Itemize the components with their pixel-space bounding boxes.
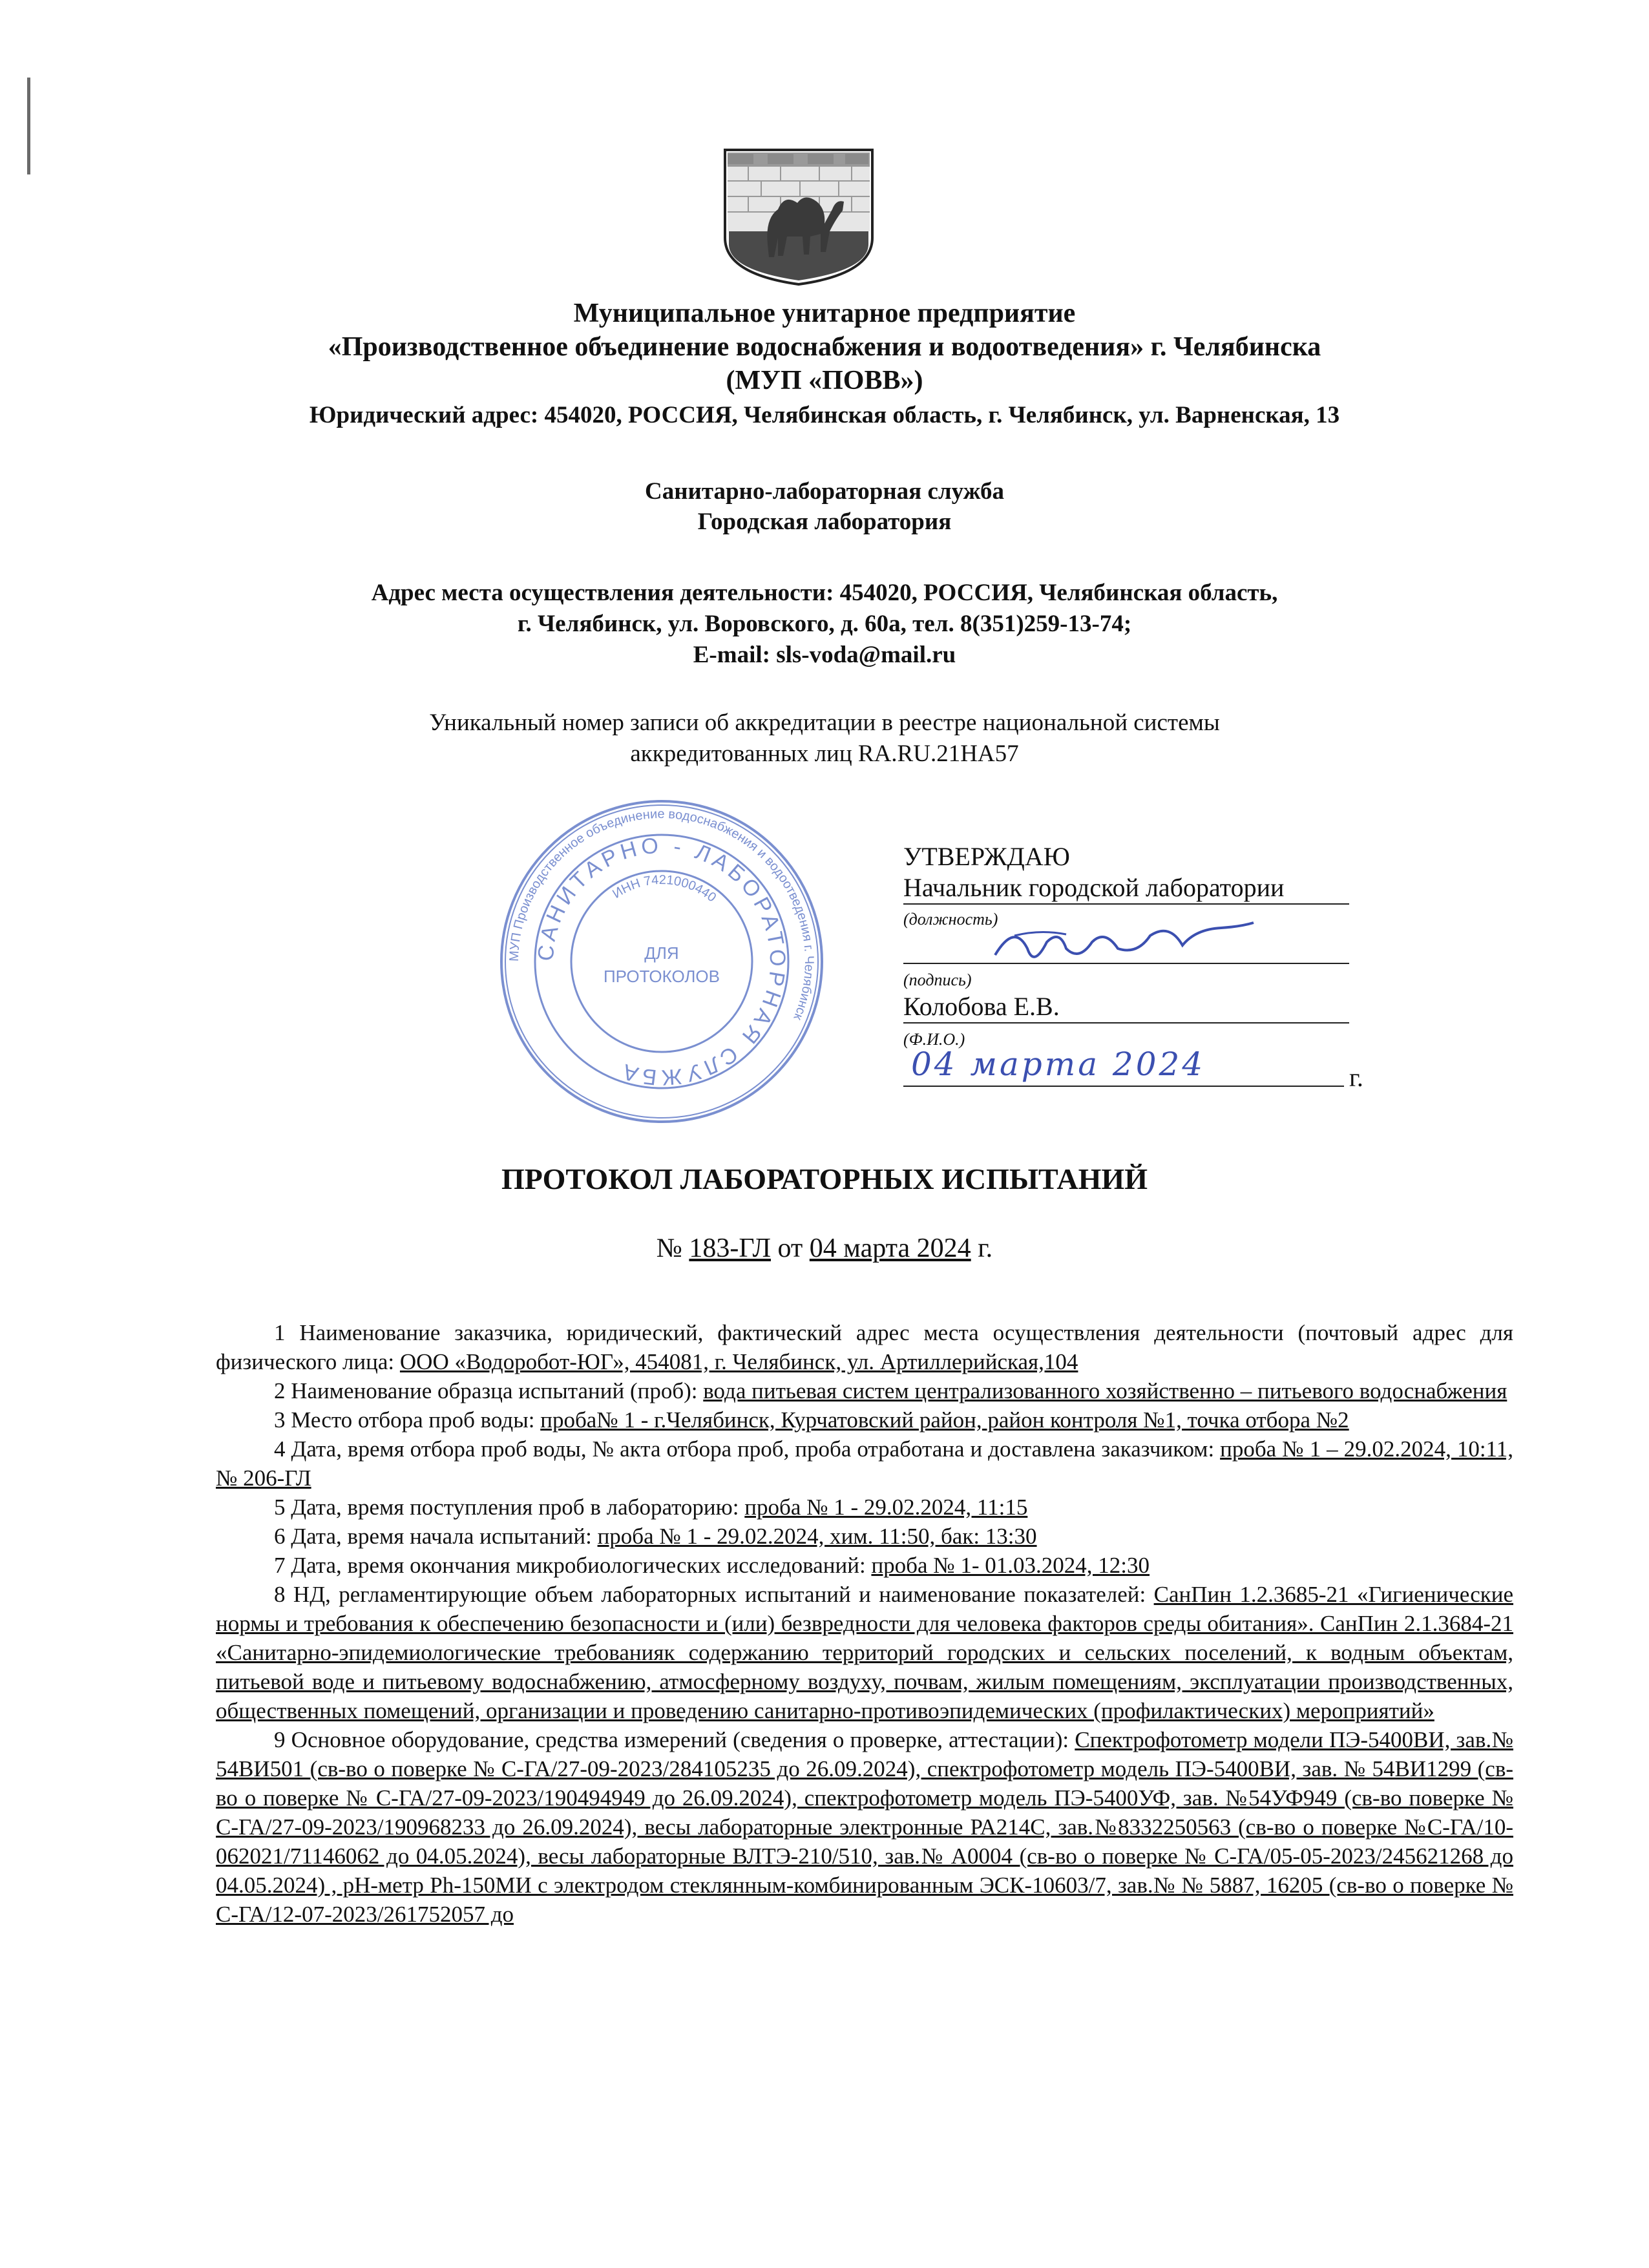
protocol-body xyxy=(216,1318,1513,1929)
approval-name: Колобова Е.В. xyxy=(903,991,1349,1024)
item-5 xyxy=(216,1493,1513,1522)
chelyabinsk-coat-of-arms-icon xyxy=(722,147,875,287)
item-label: 4 Дата, время отбора проб воды, № акта отбора проб, проба отработана и доставлена заказчиком: xyxy=(274,1436,1221,1462)
accreditation-line-1: Уникальный номер записи об аккредитации в реестре национальной системы xyxy=(429,709,1220,736)
item-label: 7 Дата, время окончания микробиологических исследований: xyxy=(274,1553,872,1578)
activity-address-line-1: Адрес места осуществления деятельности: 454020, РОССИЯ, Челябинская область, xyxy=(371,580,1278,606)
item-label: 6 Дата, время начала испытаний: xyxy=(274,1524,598,1549)
date-line xyxy=(903,1086,1344,1087)
item-label: 8 НД, регламентирующие объем лабораторных испытаний и наименование показателей: xyxy=(274,1582,1154,1607)
approval-name-row xyxy=(903,991,1349,1024)
item-label: 3 Место отбора проб воды: xyxy=(274,1407,541,1433)
item-value: проба № 1 - 29.02.2024, 11:15 xyxy=(744,1495,1028,1520)
item-value: проба № 1 - 29.02.2024, хим. 11:50, бак: 13:30 xyxy=(597,1524,1037,1549)
stamp-outer-text: МУП Производственное объединение водоснабжения и водоотведения г. Челябинск xyxy=(507,806,817,1022)
item-2 xyxy=(216,1376,1513,1405)
item-value: проба № 1- 01.03.2024, 12:30 xyxy=(871,1553,1150,1578)
item-label: 5 Дата, время поступления проб в лабораторию: xyxy=(274,1495,745,1520)
org-short-name: (МУП «ПОВВ») xyxy=(726,366,923,395)
item-8 xyxy=(216,1580,1513,1725)
item-value: проба№ 1 - г.Челябинск, Курчатовский район, район контроля №1, точка отбора №2 xyxy=(540,1407,1349,1433)
item-3 xyxy=(216,1405,1513,1434)
stamp-center-line-1: ДЛЯ xyxy=(644,943,679,963)
year-suffix: г. xyxy=(1349,1063,1363,1092)
stamp-center-line-2: ПРОТОКОЛОВ xyxy=(603,967,720,986)
item-9 xyxy=(216,1725,1513,1929)
protocol-title: ПРОТОКОЛ ЛАБОРАТОРНЫХ ИСПЫТАНИЙ xyxy=(501,1162,1148,1195)
item-label: 9 Основное оборудование, средства измерений (сведения о проверке, аттестации): xyxy=(274,1727,1075,1752)
activity-address-line-2: г. Челябинск, ул. Воровского, д. 60а, тел. 8(351)259-13-74; xyxy=(517,611,1132,637)
item-label: 1 Наименование заказчика, юридический, фактический адрес места осуществления деятельности (почтовый адрес для физического лица: xyxy=(216,1320,1513,1374)
item-value: проба № 1 – 29.02.2024, 10:11, № 206-ГЛ xyxy=(216,1436,1513,1491)
service-name: Санитарно-лабораторная служба xyxy=(645,478,1004,505)
item-1 xyxy=(216,1318,1513,1376)
position-caption: (должность) xyxy=(903,910,998,929)
stamp-inn: ИНН 7421000440 xyxy=(610,872,719,905)
name-caption: (Ф.И.О.) xyxy=(903,1030,965,1049)
legal-address: Юридический адрес: 454020, РОССИЯ, Челябинская область, г. Челябинск, ул. Варненская, 13 xyxy=(309,402,1340,428)
item-label: 2 Наименование образца испытаний (проб): xyxy=(274,1378,704,1403)
item-4 xyxy=(216,1434,1513,1493)
from-word: от xyxy=(770,1234,810,1263)
email-line: E-mail: sls-voda@mail.ru xyxy=(693,642,956,668)
handwritten-signature xyxy=(989,910,1260,974)
stamp-ring-text: САНИТАРНО - ЛАБОРАТОРНАЯ СЛУЖБА xyxy=(533,833,790,1090)
item-value: СанПин 1.2.3685-21 «Гигиенические нормы и требования к обеспечению безопасности и (или) безвредности для человека факторов среды обитания». СанПин 2.1.3684-21 «Санитарно-эпидемиологические требованияк содержанию территорий городских и сельских поселений, к водным объектам, питьевой воде и питьевому водоснабжению, атмосферному воздуху, почвам, жилым помещениям, эксплуатации производственных, общественных помещений, организации и проведению санитарно-противоэпидемических (профилактических) мероприятий» xyxy=(216,1582,1514,1723)
protocol-date: 04 марта 2024 xyxy=(809,1234,971,1263)
scan-margin-mark xyxy=(27,78,30,174)
approval-heading: УТВЕРЖДАЮ xyxy=(903,842,1070,871)
protocol-number-line xyxy=(0,1233,1649,1264)
item-value: вода питьевая систем централизованного хозяйственно – питьевого водоснабжения xyxy=(703,1378,1507,1403)
approval-position-value: Начальник городской лаборатории xyxy=(903,872,1349,905)
accreditation-number: аккредитованных лиц RA.RU.21НА57 xyxy=(630,740,1019,767)
signature-caption: (подпись) xyxy=(903,971,972,989)
laboratory-stamp xyxy=(496,796,827,1127)
year-word: г. xyxy=(971,1234,993,1263)
handwritten-date: 04 марта 2024 xyxy=(911,1045,1206,1083)
item-value: Спектрофотометр модели ПЭ-5400ВИ, зав.№ 54ВИ501 (св-во о поверке № С-ГА/27-09-2023/284105235 до 26.09.2024), спектрофотометр модель ПЭ-5400ВИ, зав. № 54ВИ1299 (св-во о поверке № С-ГА/27-09-2023/190494949 до 26.09.2024), спектрофотометр модель ПЭ-5400УФ, зав. №54УФ949 (св-во поверке № С-ГА/27-09-2023/190968233 до 26.09.2024), весы лабораторные электронные РА214С, зав.№8332250563 (св-во о поверке №С-ГА/10-062021/71146062 до 04.05.2024), весы лабораторные ВЛТЭ-210/510, зав.№ А0004 (св-во о поверке № С-ГА/05-05-2023/245621268 до 04.05.2024) , рН-метр Ph-150МИ с электродом стеклянным-комбинированным ЭСК-10603/7, зав.№ № 5887, 16205 (св-во о поверке № С-ГА/12-07-2023/261752057 до xyxy=(216,1727,1513,1927)
item-7 xyxy=(216,1551,1513,1580)
item-value: ООО «Водоробот-ЮГ», 454081, г. Челябинск, ул. Артиллерийская,104 xyxy=(399,1349,1078,1374)
number-prefix: № xyxy=(656,1234,689,1263)
org-type: Муниципальное унитарное предприятие xyxy=(573,299,1076,328)
laboratory-name: Городская лаборатория xyxy=(697,509,952,535)
org-full-name: «Производственное объединение водоснабжения и водоотведения» г. Челябинска xyxy=(328,332,1321,362)
protocol-number: 183-ГЛ xyxy=(689,1234,771,1263)
approval-position xyxy=(903,872,1349,905)
item-6 xyxy=(216,1522,1513,1551)
